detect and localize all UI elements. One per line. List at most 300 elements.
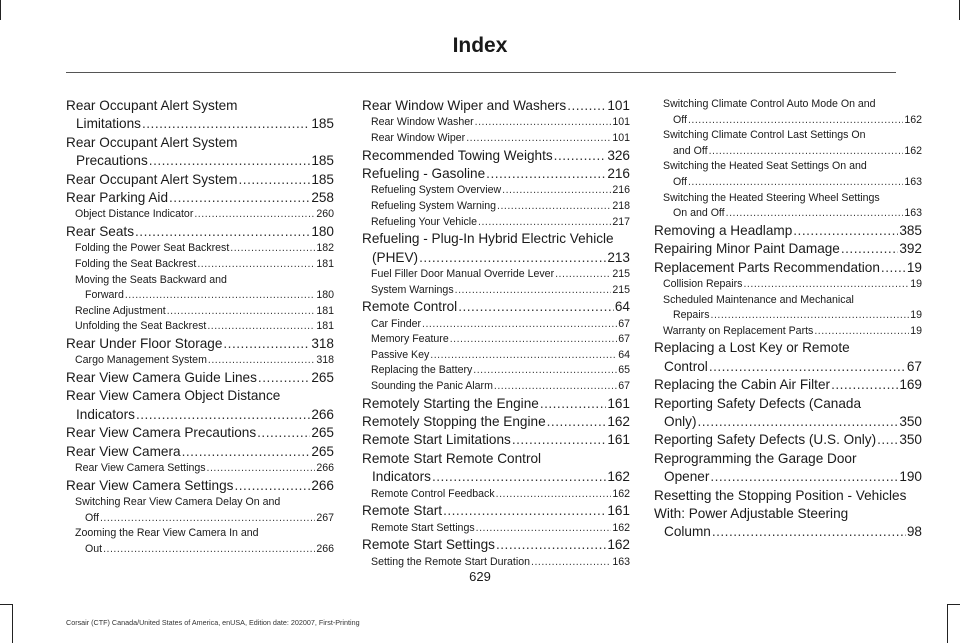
dot-leader xyxy=(194,207,315,223)
entry-line xyxy=(66,223,334,241)
index-entry xyxy=(362,395,630,413)
entry-label: Folding the Power Seat Backrest xyxy=(75,242,230,255)
page-reference: 267 xyxy=(316,511,334,524)
index-entry xyxy=(654,222,922,240)
entry-label: Rear View Camera Guide Lines xyxy=(66,370,257,385)
entry-label: Limitations xyxy=(76,116,141,132)
page-reference: 190 xyxy=(899,469,922,485)
dot-leader xyxy=(422,317,617,333)
entry-label: Indicators xyxy=(372,469,431,485)
dot-leader xyxy=(234,477,310,495)
entry-line xyxy=(663,206,922,222)
entry-label: Opener xyxy=(664,469,710,485)
index-entry xyxy=(66,369,334,387)
page-reference: 98 xyxy=(906,524,922,540)
index-subentry xyxy=(654,277,922,293)
entry-label: Folding the Seat Backrest xyxy=(75,258,197,271)
index-subentry xyxy=(362,363,630,379)
index-entry xyxy=(66,171,334,189)
dot-leader xyxy=(688,113,903,129)
entry-label: Rear View Camera Settings xyxy=(75,462,206,475)
entry-line xyxy=(371,379,630,395)
entry-line xyxy=(362,431,630,449)
dot-leader xyxy=(476,521,612,537)
entry-line xyxy=(371,267,630,283)
entry-line xyxy=(75,511,334,527)
dot-leader xyxy=(497,199,611,215)
page-reference: 64 xyxy=(618,348,630,361)
index-entry xyxy=(66,97,334,134)
dot-leader xyxy=(688,175,903,191)
index-column-3 xyxy=(654,97,922,542)
page-reference: 265 xyxy=(311,443,334,459)
entry-line xyxy=(66,477,334,495)
entry-line xyxy=(371,131,630,147)
entry-line xyxy=(371,487,630,503)
entry-line xyxy=(66,406,334,424)
index-subentry xyxy=(66,207,334,223)
dot-leader xyxy=(475,115,612,131)
entry-label: Replacement Parts Recommendation xyxy=(654,259,880,275)
page-reference: 185 xyxy=(311,116,334,132)
entry-label: Rear Window Washer xyxy=(371,116,474,129)
page-reference: 318 xyxy=(316,354,334,367)
entry-label: Only) xyxy=(664,413,697,429)
entry-text: Remote Start Remote Control xyxy=(362,450,542,466)
page-reference: 19 xyxy=(910,309,922,322)
dot-leader xyxy=(223,335,310,353)
page-reference: 180 xyxy=(311,224,334,240)
dot-leader xyxy=(709,144,904,160)
page-reference: 217 xyxy=(612,215,630,228)
dot-leader xyxy=(125,288,315,304)
dot-leader xyxy=(555,267,611,283)
entry-label: Off xyxy=(673,175,687,188)
dot-leader xyxy=(711,308,910,324)
index-subentry xyxy=(654,97,922,128)
entry-label: Rear View Camera Settings xyxy=(66,477,234,493)
entry-line xyxy=(371,521,630,537)
page-reference: 216 xyxy=(607,166,630,181)
page-reference: 163 xyxy=(904,207,922,220)
index-entry xyxy=(66,134,334,171)
entry-line xyxy=(362,298,630,316)
index-entry xyxy=(362,413,630,431)
page-reference: 266 xyxy=(311,406,334,422)
entry-line xyxy=(362,147,630,165)
dot-leader xyxy=(473,363,617,379)
entry-label: Remote Start xyxy=(362,503,443,519)
entry-label: Out xyxy=(85,542,103,555)
index-entry xyxy=(66,223,334,241)
entry-label: Collision Repairs xyxy=(663,277,743,290)
entry-label: Refueling Your Vehicle xyxy=(371,215,478,228)
index-subentry xyxy=(362,183,630,199)
entry-line xyxy=(66,152,334,170)
entry-line xyxy=(66,443,334,461)
entry-label: Setting the Remote Start Duration xyxy=(371,555,530,568)
entry-label: Rear Occupant Alert System xyxy=(66,171,238,187)
page-reference: 163 xyxy=(904,175,922,188)
index-entry xyxy=(66,477,334,495)
page-reference: 64 xyxy=(614,299,630,315)
entry-label: Indicators xyxy=(76,406,135,422)
page-reference: 185 xyxy=(311,153,334,169)
entry-text: Rear Occupant Alert System xyxy=(66,134,238,150)
index-subentry xyxy=(362,199,630,215)
entry-line xyxy=(362,165,630,183)
entry-line xyxy=(371,555,630,571)
page-reference: 216 xyxy=(612,184,630,197)
page-reference: 326 xyxy=(607,147,630,163)
crop-mark-top-left xyxy=(0,0,1,20)
entry-label: Recommended Towing Weights xyxy=(362,147,553,163)
index-entry xyxy=(66,443,334,461)
dot-leader xyxy=(709,358,906,376)
dot-leader xyxy=(207,319,315,335)
dot-leader xyxy=(540,395,606,413)
page-reference: 350 xyxy=(899,432,922,448)
entry-text: Switching the Heated Seat Settings On and xyxy=(663,160,867,173)
dot-leader xyxy=(531,555,611,571)
index-subentry xyxy=(362,115,630,131)
entry-text: Refueling - Plug-In Hybrid Electric Vehicle xyxy=(362,231,614,247)
page-reference: 318 xyxy=(311,336,334,351)
entry-text: Switching Climate Control Last Settings On xyxy=(663,129,866,142)
entry-text: Switching the Heated Steering Wheel Settings xyxy=(663,191,880,204)
entry-label: Rear View Camera xyxy=(66,443,181,459)
crop-mark-bottom-right-v xyxy=(947,604,948,643)
entry-label: (PHEV) xyxy=(372,249,419,265)
index-entry xyxy=(362,97,630,115)
index-entry xyxy=(654,395,922,432)
entry-label: Remote Control Feedback xyxy=(371,487,495,500)
dot-leader xyxy=(743,277,909,293)
index-subentry xyxy=(66,353,334,369)
dot-leader xyxy=(494,379,617,395)
dot-leader xyxy=(169,189,310,207)
dot-leader xyxy=(239,171,311,189)
entry-line xyxy=(371,215,630,231)
dot-leader xyxy=(697,413,898,431)
index-subentry xyxy=(654,159,922,190)
entry-line xyxy=(371,332,630,348)
index-subentry xyxy=(362,131,630,147)
entry-label: Control xyxy=(664,358,708,374)
dot-leader xyxy=(197,257,315,273)
entry-line xyxy=(66,189,334,207)
entry-text: Rear View Camera Object Distance xyxy=(66,388,281,404)
header-divider xyxy=(66,72,896,73)
entry-label: Off xyxy=(85,511,99,524)
entry-line xyxy=(654,376,922,394)
page-reference: 162 xyxy=(612,521,630,534)
index-subentry xyxy=(654,293,922,324)
entry-label: Rear Window Wiper and Washers xyxy=(362,98,567,113)
index-entry xyxy=(362,536,630,554)
index-entry xyxy=(362,450,630,487)
entry-line xyxy=(654,413,922,431)
entry-text: Switching Rear View Camera Delay On and xyxy=(75,496,281,509)
entry-label: and Off xyxy=(673,144,708,157)
entry-label: Passive Key xyxy=(371,348,430,361)
entry-line xyxy=(371,363,630,379)
dot-leader xyxy=(103,542,315,558)
entry-line xyxy=(75,207,334,223)
entry-label: Recline Adjustment xyxy=(75,304,166,317)
entry-label: Remote Start Settings xyxy=(362,537,495,553)
page-reference: 213 xyxy=(607,249,630,265)
index-subentry xyxy=(362,215,630,231)
footer-edition-text: Corsair (CTF) Canada/United States of America, enUSA, Edition date: 202007, First-Printing xyxy=(66,618,360,627)
index-entry xyxy=(654,376,922,394)
entry-label: Fuel Filler Door Manual Override Lever xyxy=(371,268,555,280)
entry-label: Unfolding the Seat Backrest xyxy=(75,320,207,333)
index-entry xyxy=(654,259,922,277)
dot-leader xyxy=(257,424,310,442)
index-column-2 xyxy=(362,97,630,570)
entry-label: Car Finder xyxy=(371,317,422,330)
page-reference: 67 xyxy=(618,333,630,346)
index-entry xyxy=(654,240,922,258)
dot-leader xyxy=(450,332,617,348)
dot-leader xyxy=(419,249,606,267)
entry-line xyxy=(654,468,922,486)
entry-label: Reporting Safety Defects (U.S. Only) xyxy=(654,432,877,448)
entry-line xyxy=(371,183,630,199)
entry-text: Switching Climate Control Auto Mode On and xyxy=(663,98,876,110)
page-reference: 162 xyxy=(607,537,630,553)
entry-line xyxy=(663,113,922,129)
dot-leader xyxy=(841,240,898,258)
entry-label: Remote Start Limitations xyxy=(362,432,511,448)
dot-leader xyxy=(793,222,898,240)
entry-line xyxy=(663,175,922,191)
page-reference: 161 xyxy=(607,395,630,411)
index-entry xyxy=(362,431,630,449)
page-reference: 19 xyxy=(906,259,922,275)
dot-leader xyxy=(135,223,310,241)
entry-line xyxy=(663,308,922,324)
page-reference: 101 xyxy=(612,116,630,129)
dot-leader xyxy=(167,304,316,320)
entry-label: Remotely Stopping the Engine xyxy=(362,413,546,429)
index-entry xyxy=(362,230,630,267)
entry-line xyxy=(371,317,630,333)
dot-leader xyxy=(877,431,898,449)
entry-label: Repairing Minor Paint Damage xyxy=(654,241,840,257)
entry-label: System Warnings xyxy=(371,283,454,296)
dot-leader xyxy=(502,183,611,199)
index-subentry xyxy=(654,128,922,159)
entry-text: Reprogramming the Garage Door xyxy=(654,450,857,466)
entry-line xyxy=(66,171,334,189)
page-reference: 185 xyxy=(311,171,334,187)
entry-label: Rear Seats xyxy=(66,224,135,240)
crop-mark-bottom-right-h xyxy=(948,604,960,605)
entry-label: Removing a Headlamp xyxy=(654,222,793,238)
entry-label: Rear Parking Aid xyxy=(66,190,169,206)
page-reference: 265 xyxy=(311,425,334,441)
dot-leader xyxy=(496,536,606,554)
entry-line xyxy=(371,283,630,299)
index-entry xyxy=(66,335,334,353)
index-entry xyxy=(654,487,922,542)
page-reference: 19 xyxy=(910,277,922,290)
index-subentry xyxy=(654,191,922,222)
entry-line xyxy=(371,348,630,364)
entry-label: Warranty on Replacement Parts xyxy=(663,324,814,337)
page-reference: 266 xyxy=(311,477,334,493)
dot-leader xyxy=(207,461,316,477)
page-reference: 218 xyxy=(612,200,630,212)
entry-label: Remotely Starting the Engine xyxy=(362,395,539,411)
entry-text: Resetting the Stopping Position - Vehicles xyxy=(654,487,907,503)
dot-leader xyxy=(496,487,612,503)
dot-leader xyxy=(726,206,904,222)
entry-line xyxy=(66,335,334,353)
entry-line xyxy=(362,97,630,115)
entry-label: Object Distance Indicator xyxy=(75,208,194,221)
page-reference: 67 xyxy=(906,358,922,374)
entry-label: Off xyxy=(673,113,687,126)
index-entry xyxy=(66,189,334,207)
entry-label: Refueling - Gasoline xyxy=(362,166,486,181)
dot-leader xyxy=(547,413,607,431)
index-subentry xyxy=(66,461,334,477)
page-reference: 385 xyxy=(899,222,922,238)
entry-text: Scheduled Maintenance and Mechanical xyxy=(663,293,854,306)
index-subentry xyxy=(362,379,630,395)
page-reference: 161 xyxy=(607,432,630,448)
entry-line xyxy=(66,424,334,442)
dot-leader xyxy=(182,443,311,461)
entry-label: Repairs xyxy=(673,309,710,322)
dot-leader xyxy=(258,369,310,387)
page-reference: 162 xyxy=(904,113,922,126)
page-reference: 350 xyxy=(899,413,922,429)
index-subentry xyxy=(66,273,334,304)
dot-leader xyxy=(208,353,315,369)
page-number: 629 xyxy=(469,569,491,584)
crop-mark-bottom-left-h xyxy=(0,604,12,605)
page-reference: 162 xyxy=(904,144,922,157)
page-reference: 181 xyxy=(316,258,334,271)
page-reference: 181 xyxy=(316,304,334,317)
entry-text: Rear Occupant Alert System xyxy=(66,98,238,113)
entry-line xyxy=(362,468,630,486)
dot-leader xyxy=(712,523,906,541)
entry-label: Forward xyxy=(85,289,124,302)
index-subentry xyxy=(654,324,922,340)
dot-leader xyxy=(149,152,311,170)
index-subentry xyxy=(362,555,630,571)
entry-line xyxy=(371,115,630,131)
page-reference: 162 xyxy=(607,469,630,485)
index-subentry xyxy=(362,317,630,333)
dot-leader xyxy=(230,241,315,257)
entry-line xyxy=(371,199,630,215)
dot-leader xyxy=(455,283,612,299)
entry-label: Replacing the Cabin Air Filter xyxy=(654,377,831,393)
dot-leader xyxy=(142,115,310,133)
entry-text: Replacing a Lost Key or Remote xyxy=(654,340,850,356)
index-entry xyxy=(66,387,334,424)
page-reference: 101 xyxy=(612,132,630,144)
dot-leader xyxy=(814,324,909,340)
dot-leader xyxy=(432,468,606,486)
entry-label: Column xyxy=(664,524,711,540)
page-reference: 266 xyxy=(316,542,334,555)
index-subentry xyxy=(66,495,334,526)
entry-line xyxy=(66,115,334,133)
page-reference: 65 xyxy=(618,364,630,377)
index-entry xyxy=(362,298,630,316)
page-reference: 215 xyxy=(612,268,630,280)
entry-line xyxy=(654,259,922,277)
index-subentry xyxy=(66,319,334,335)
entry-label: Cargo Management System xyxy=(75,354,207,367)
entry-line xyxy=(75,288,334,304)
index-entry xyxy=(362,502,630,520)
crop-mark-bottom-left-v xyxy=(12,604,13,643)
entry-label: On and Off xyxy=(673,207,725,220)
index-subentry xyxy=(362,348,630,364)
entry-label: Memory Feature xyxy=(371,333,449,346)
index-entry xyxy=(654,450,922,487)
index-entry xyxy=(654,339,922,376)
dot-leader xyxy=(881,259,906,277)
dot-leader xyxy=(512,431,606,449)
entry-label: Precautions xyxy=(76,153,148,169)
entry-line xyxy=(75,542,334,558)
entry-label: Sounding the Panic Alarm xyxy=(371,379,493,392)
entry-line xyxy=(663,324,922,340)
entry-text: Zooming the Rear View Camera In and xyxy=(75,527,259,540)
dot-leader xyxy=(710,468,898,486)
index-entry xyxy=(654,431,922,449)
dot-leader xyxy=(486,165,606,183)
entry-line xyxy=(654,222,922,240)
entry-line xyxy=(654,358,922,376)
page-reference: 215 xyxy=(612,283,630,296)
entry-line xyxy=(362,395,630,413)
entry-label: Replacing the Battery xyxy=(371,364,473,377)
entry-line xyxy=(75,319,334,335)
entry-text: With: Power Adjustable Steering xyxy=(654,506,849,521)
page-reference: 101 xyxy=(607,98,630,113)
entry-label: Refueling System Overview xyxy=(371,184,502,197)
entry-line xyxy=(362,502,630,520)
index-entry xyxy=(362,147,630,165)
page-reference: 392 xyxy=(899,241,922,257)
index-subentry xyxy=(362,487,630,503)
index-subentry xyxy=(66,304,334,320)
page-reference: 162 xyxy=(607,413,630,429)
entry-line xyxy=(362,536,630,554)
dot-leader xyxy=(478,215,611,231)
entry-line xyxy=(66,369,334,387)
index-subentry xyxy=(362,521,630,537)
dot-leader xyxy=(443,502,606,520)
index-subentry xyxy=(362,332,630,348)
dot-leader xyxy=(466,131,611,147)
index-subentry xyxy=(66,526,334,557)
page-reference: 258 xyxy=(311,190,334,206)
index-subentry xyxy=(362,267,630,283)
index-subentry xyxy=(362,283,630,299)
entry-line xyxy=(654,523,922,541)
